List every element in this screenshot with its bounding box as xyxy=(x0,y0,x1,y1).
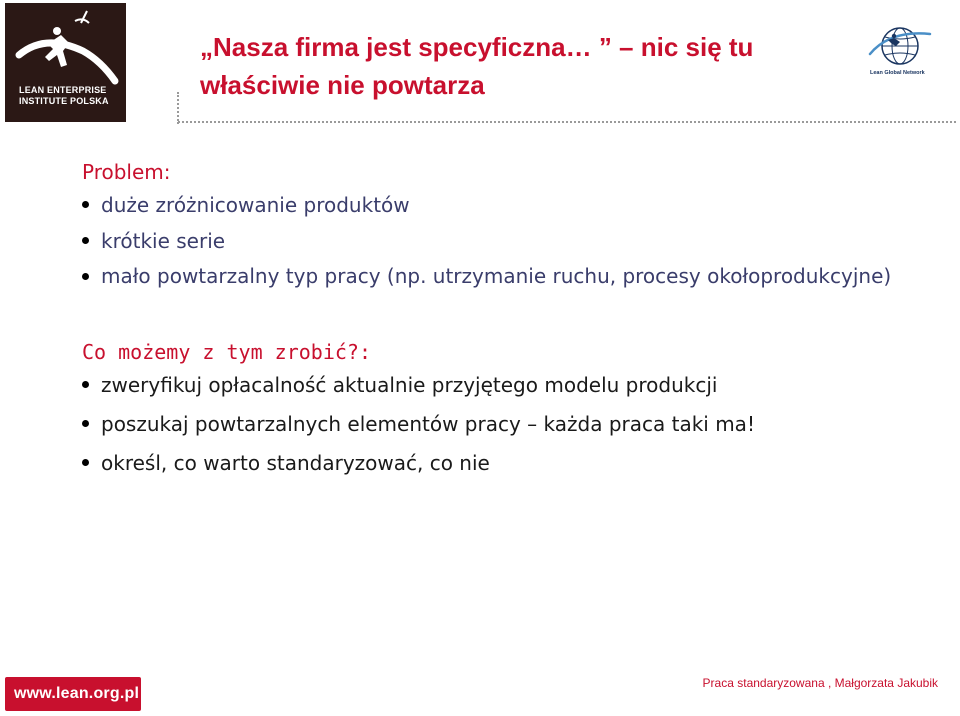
problem-list xyxy=(82,187,942,294)
globe-icon xyxy=(866,24,936,72)
solution-heading: Co możemy z tym zrobić?: xyxy=(82,340,371,364)
website-link[interactable]: www.lean.org.pl xyxy=(14,685,140,702)
bullet-icon xyxy=(82,459,89,466)
list-item xyxy=(82,223,942,259)
dotted-divider-horizontal xyxy=(178,121,956,123)
list-item-text: określ, co warto standaryzować, co nie xyxy=(101,451,490,475)
bullet-icon xyxy=(82,420,89,427)
list-item xyxy=(82,405,942,444)
bullet-icon xyxy=(82,237,89,244)
list-item xyxy=(82,187,942,223)
logo-line-1: LEAN ENTERPRISE xyxy=(19,85,107,95)
list-item xyxy=(82,444,942,483)
lean-global-network-logo xyxy=(866,24,936,80)
bullet-icon xyxy=(82,381,89,388)
problem-section xyxy=(82,157,942,294)
slide-title: „Nasza firma jest specyficzna… ” – nic się tu właściwie nie powtarza xyxy=(200,32,754,100)
lei-logo xyxy=(5,3,126,122)
logo-line-2: INSTITUTE POLSKA xyxy=(19,96,109,106)
partner-logo-text: Lean Global Network xyxy=(870,70,925,76)
list-item-text: poszukaj powtarzalnych elementów pracy – każda praca taki ma! xyxy=(101,412,755,436)
bullet-icon xyxy=(82,201,89,208)
list-item-text: krótkie serie xyxy=(101,229,226,253)
list-item-text: mało powtarzalny typ pracy (np. utrzymanie ruchu, procesy okołoprodukcyjne) xyxy=(101,264,892,288)
problem-heading: Problem: xyxy=(82,160,171,184)
list-item xyxy=(82,259,942,294)
slide-body xyxy=(82,157,942,483)
footer-caption: Praca standaryzowana , Małgorzata Jakubik xyxy=(702,676,938,690)
website-badge[interactable] xyxy=(5,677,141,711)
solution-section xyxy=(82,338,942,483)
list-item-text: duże zróżnicowanie produktów xyxy=(101,193,410,217)
bullet-icon xyxy=(82,273,89,280)
list-item-text: zweryfikuj opłacalność aktualnie przyjętego modelu produkcji xyxy=(101,373,718,397)
solution-list xyxy=(82,366,942,483)
dotted-divider-vertical xyxy=(177,92,179,124)
list-item xyxy=(82,366,942,405)
